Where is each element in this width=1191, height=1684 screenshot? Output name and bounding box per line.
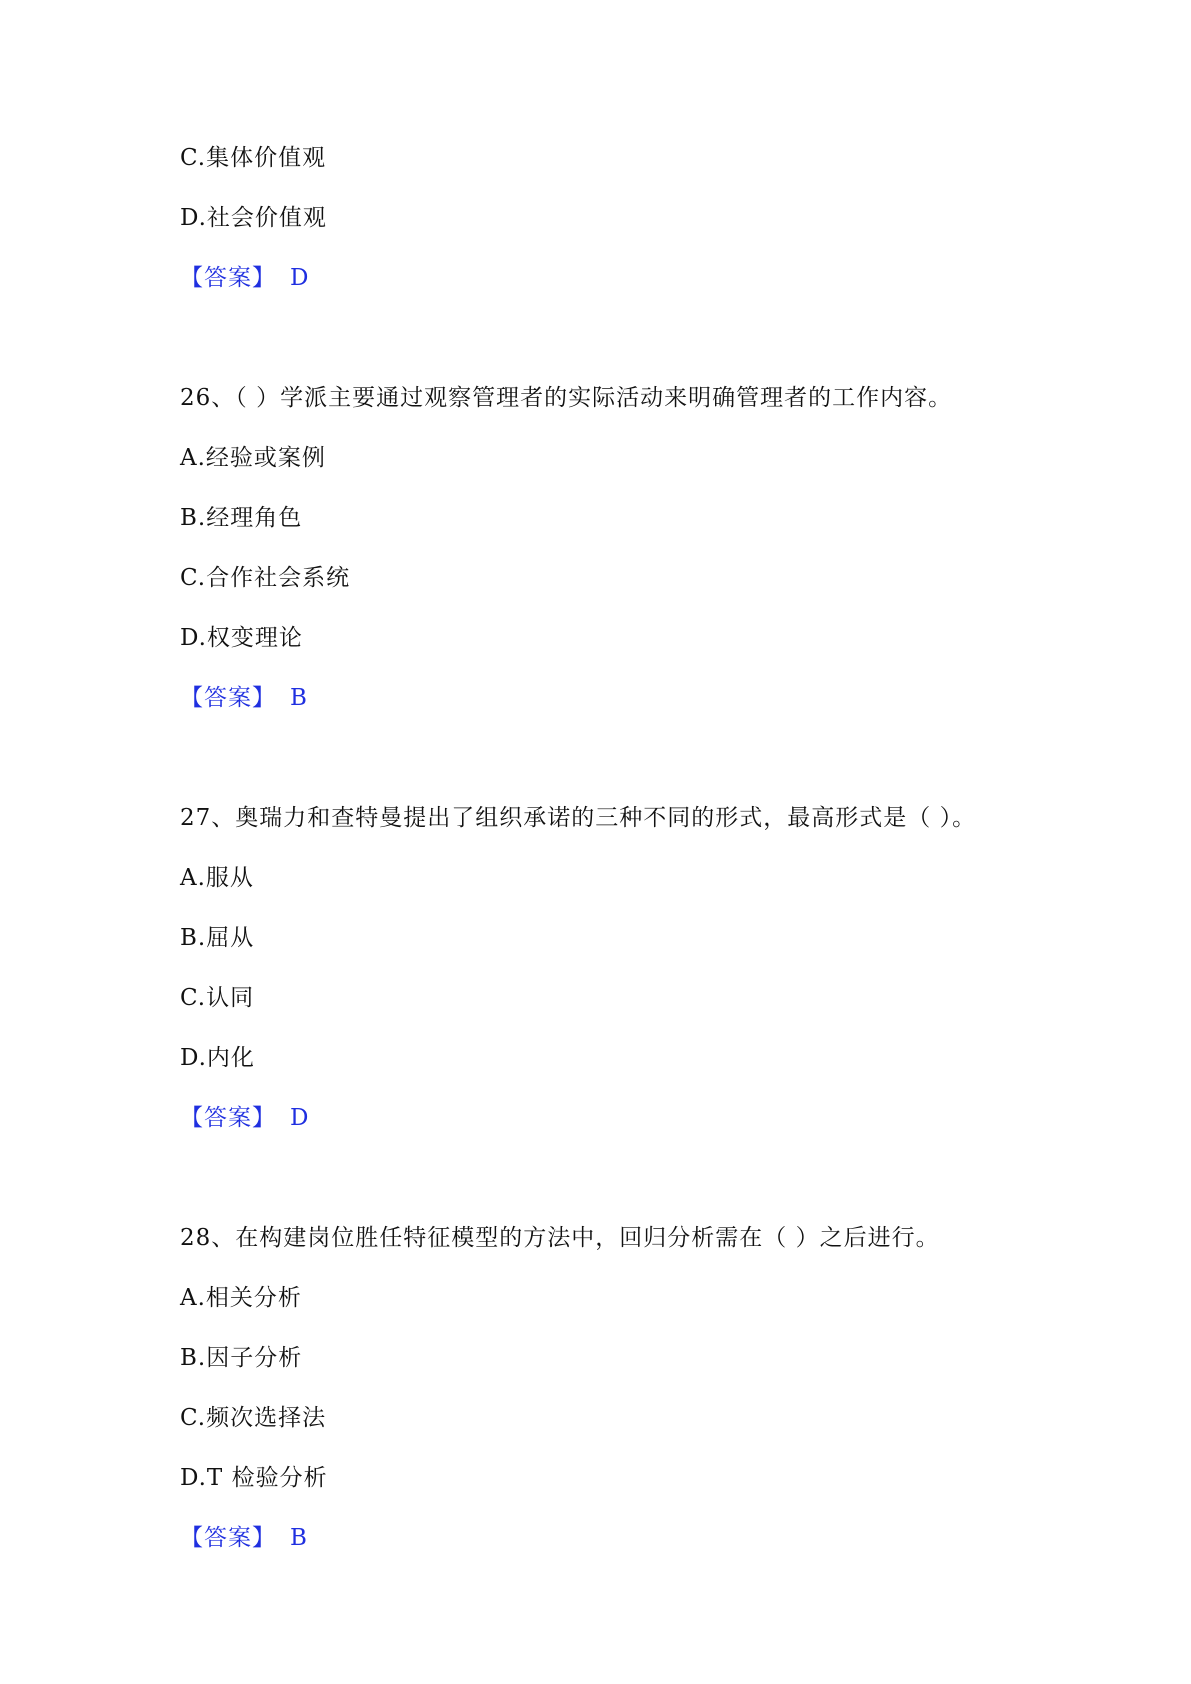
option-c-line: C.频次选择法 [180,1405,327,1431]
answer-line [180,263,309,293]
answer-line [180,683,308,713]
answer-value: B [290,1525,308,1551]
question-26: 26、（ ）学派主要通过观察管理者的实际活动来明确管理者的工作内容。 [180,385,953,411]
answer-label: 【答案】 [180,1525,276,1551]
option-b-line: B.因子分析 [180,1345,303,1371]
option-d-line: D.T 检验分析 [180,1465,328,1491]
option-d-line: D.内化 [180,1045,255,1071]
option-d-line: D.社会价值观 [180,205,327,231]
answer-label: 【答案】 [180,1105,276,1131]
option-c-line: C.合作社会系统 [180,565,351,591]
answer-line [180,1523,308,1553]
option-c-line: C.认同 [180,985,255,1011]
answer-label: 【答案】 [180,265,276,291]
option-b-line: B.屈从 [180,925,255,951]
question-28: 28、在构建岗位胜任特征模型的方法中，回归分析需在（ ）之后进行。 [180,1225,940,1251]
question-27: 27、奥瑞力和查特曼提出了组织承诺的三种不同的形式，最高形式是（ ）。 [180,805,977,831]
option-a-line: A.服从 [180,865,254,891]
option-b-line: B.经理角色 [180,505,303,531]
option-a-line: A.经验或案例 [180,445,326,471]
option-c-line: C.集体价值观 [180,145,327,171]
answer-value: B [290,685,308,711]
option-a-line: A.相关分析 [180,1285,302,1311]
answer-line [180,1103,309,1133]
answer-label: 【答案】 [180,685,276,711]
answer-value: D [290,1105,310,1131]
answer-value: D [290,265,310,291]
option-d-line: D.权变理论 [180,625,303,651]
